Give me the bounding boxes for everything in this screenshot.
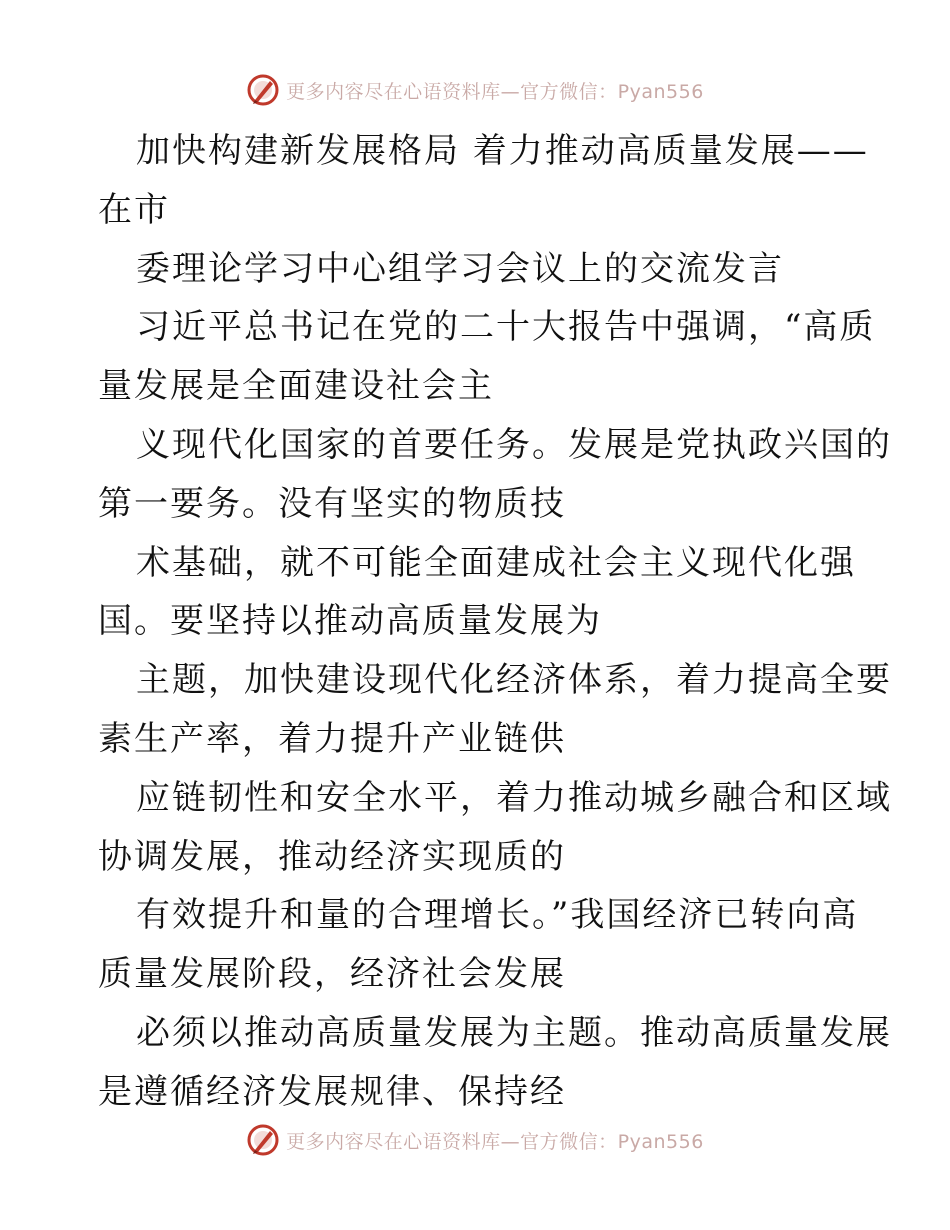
body-line: 是遵循经济发展规律、保持经 bbox=[98, 1071, 566, 1112]
pen-quill-circle-icon bbox=[246, 73, 280, 107]
document-body bbox=[98, 122, 892, 1122]
body-line: 应链韧性和安全水平，着力推动城乡融合和区域 bbox=[136, 777, 892, 818]
pen-quill-circle-icon bbox=[246, 1123, 280, 1157]
body-line: 主题，加快建设现代化经济体系，着力提高全要 bbox=[136, 660, 892, 701]
body-line: 素生产率，着力提升产业链供 bbox=[98, 718, 566, 759]
body-line: 必须以推动高质量发展为主题。推动高质量发展 bbox=[136, 1012, 892, 1053]
footer-watermark-banner bbox=[0, 1120, 950, 1160]
header-banner-text: 更多内容尽在心语资料库—官方微信：Pyan556 bbox=[286, 80, 704, 103]
body-line: 量发展是全面建设社会主 bbox=[98, 366, 494, 407]
body-line: 义现代化国家的首要任务。发展是党执政兴国的 bbox=[136, 424, 892, 465]
body-line: 第一要务。没有坚实的物质技 bbox=[98, 483, 566, 524]
body-line: 在市 bbox=[98, 189, 170, 230]
header-watermark-banner bbox=[0, 70, 950, 110]
body-line: 委理论学习中心组学习会议上的交流发言 bbox=[136, 248, 784, 289]
body-line: 习近平总书记在党的二十大报告中强调，“高质 bbox=[136, 307, 876, 348]
body-line: 协调发展，推动经济实现质的 bbox=[98, 836, 566, 877]
body-line: 加快构建新发展格局 着力推动高质量发展—— bbox=[136, 131, 869, 171]
body-line: 有效提升和量的合理增长。”我国经济已转向高 bbox=[136, 895, 859, 936]
body-line: 国。要坚持以推动高质量发展为 bbox=[98, 601, 602, 642]
footer-banner-text: 更多内容尽在心语资料库—官方微信：Pyan556 bbox=[286, 1130, 704, 1153]
body-line: 术基础，就不可能全面建成社会主义现代化强 bbox=[136, 542, 856, 583]
body-line: 质量发展阶段，经济社会发展 bbox=[98, 954, 566, 995]
